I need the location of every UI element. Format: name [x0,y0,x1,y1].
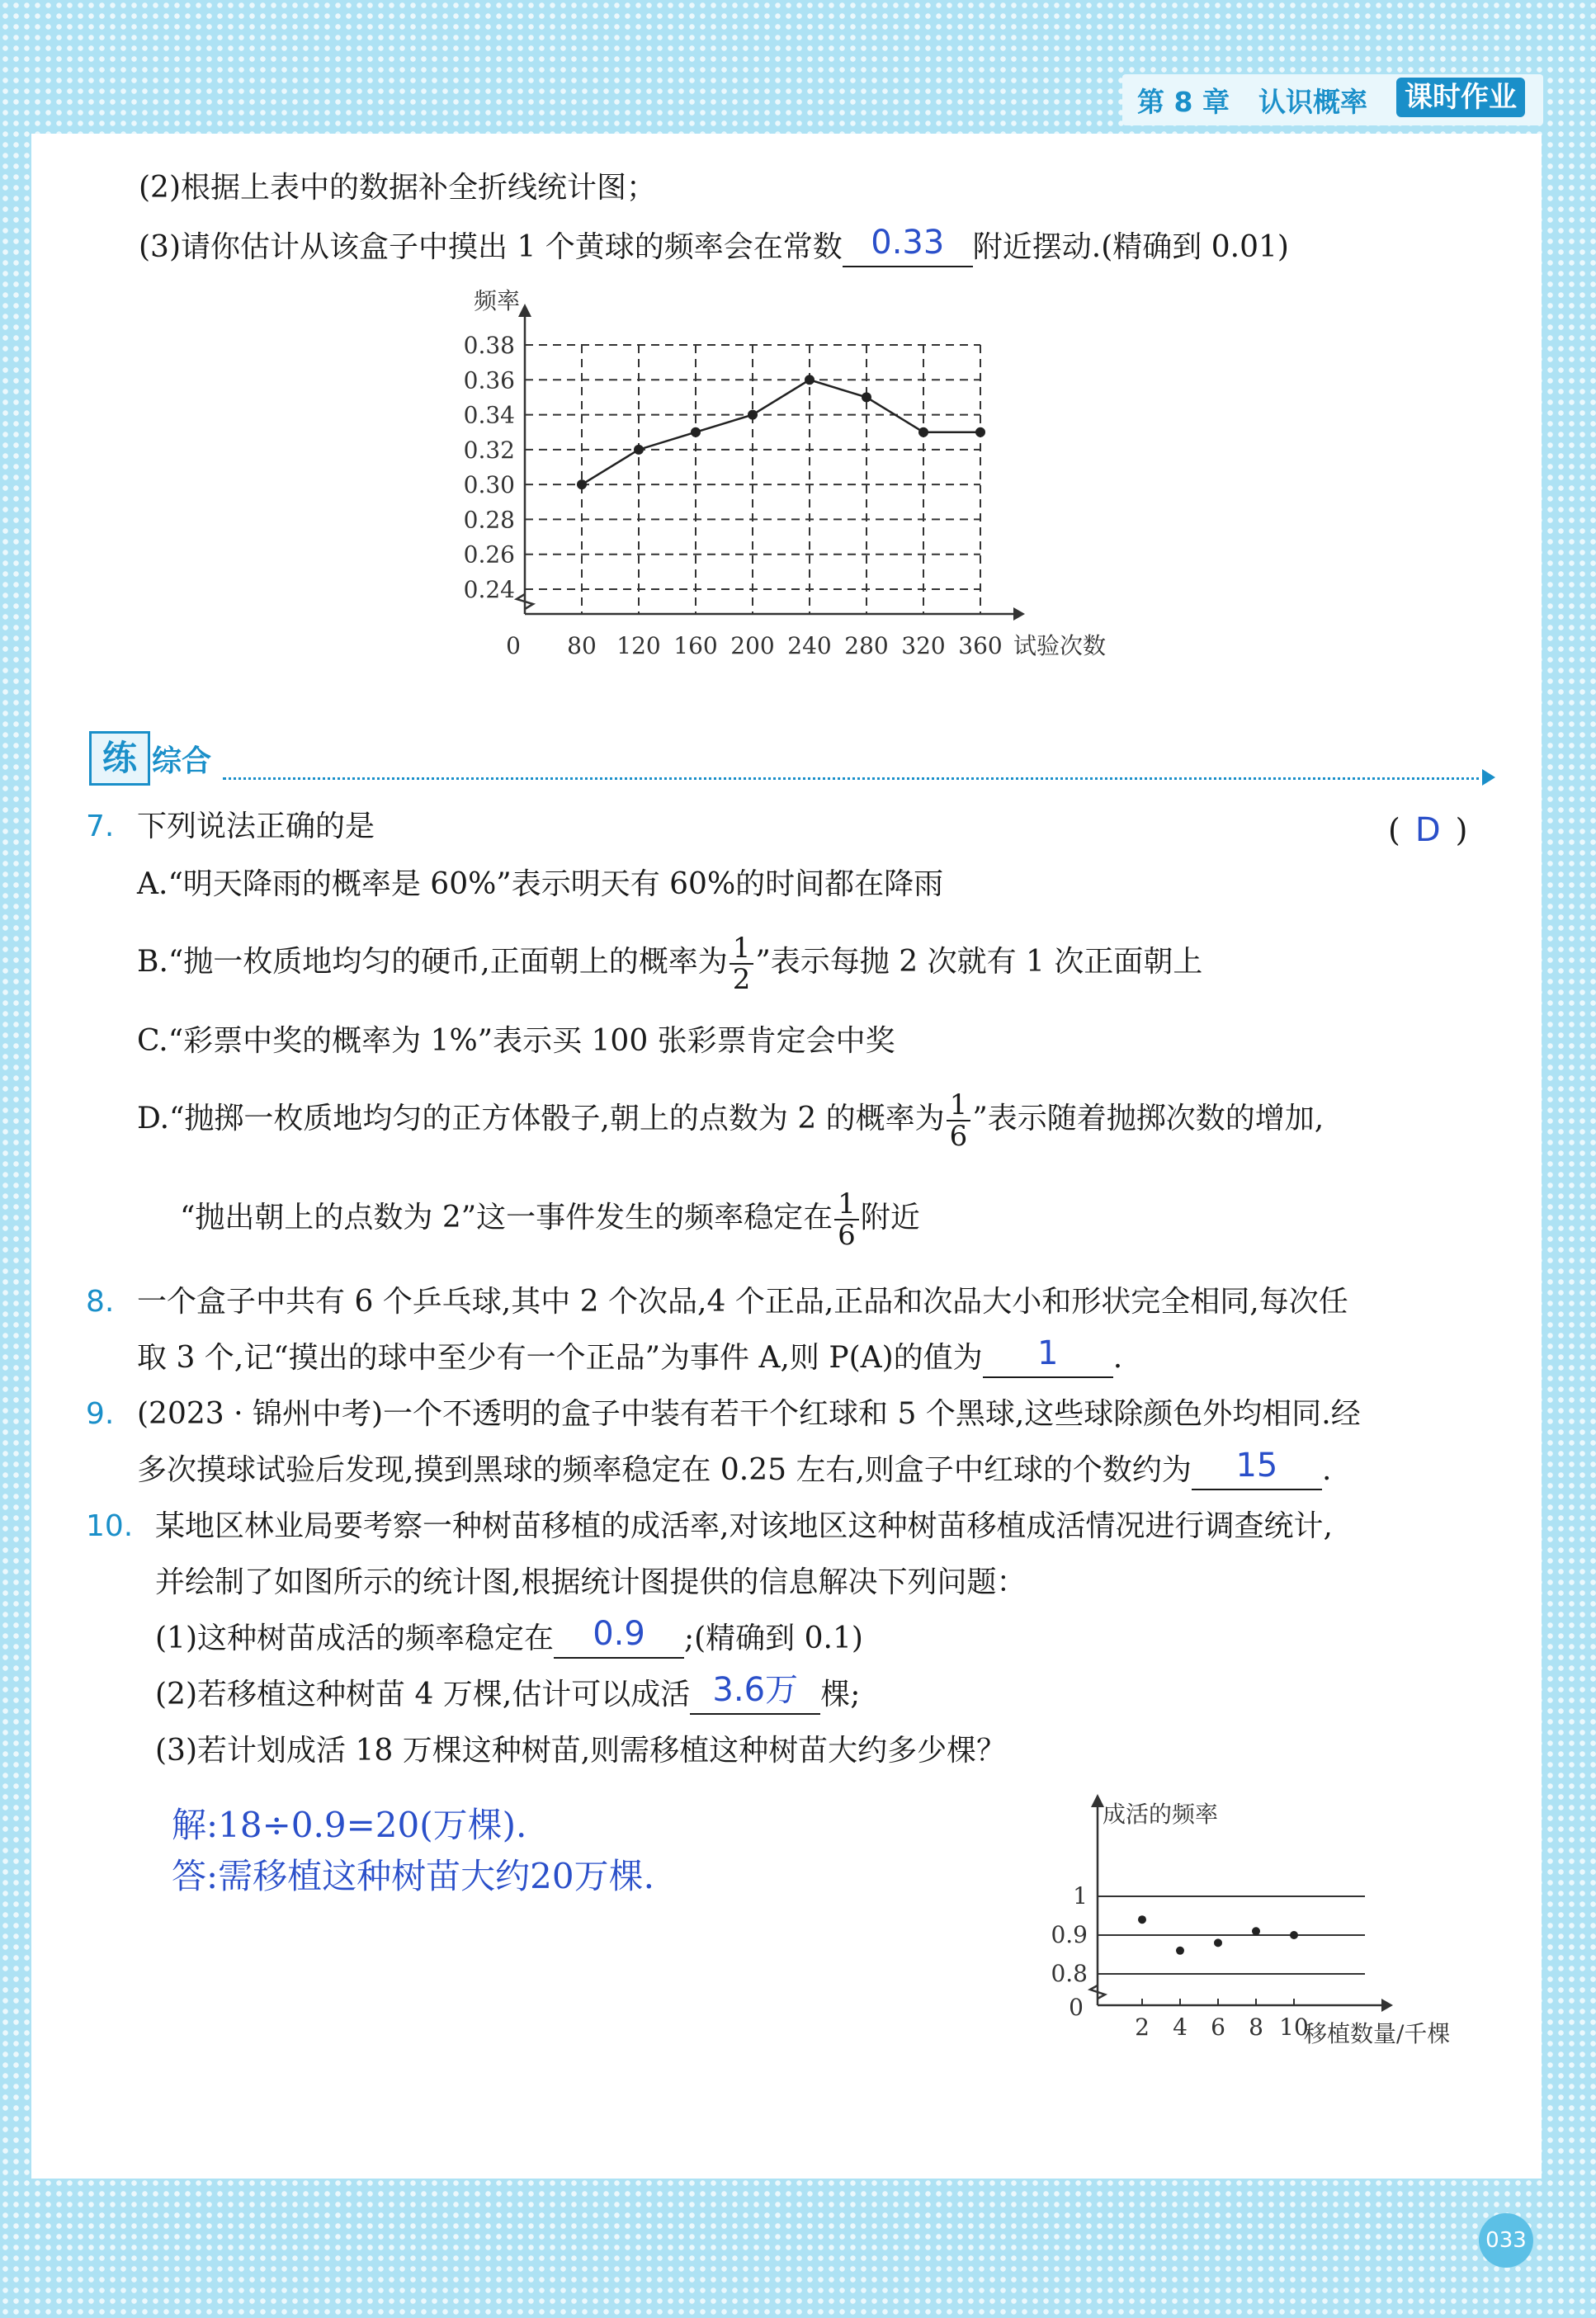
x-axis-title: 移植数量/千棵 [1304,2020,1451,2047]
q10-1-text: (1)这种树苗成活的频率稳定在 [155,1622,554,1655]
option-d2-text: “抛出朝上的点数为 2”这一事件发生的频率稳定在 [180,1201,833,1235]
data-point [805,375,815,385]
question-7-option-c: C.“彩票中奖的概率为 1%”表示买 100 张彩票肯定会中奖 [137,1024,895,1058]
q10-2-text-after: 棵; [820,1678,861,1711]
question-7-option-b [137,929,1202,995]
q10-1-blank[interactable] [554,1615,684,1659]
x-tick-label: 280 [844,632,889,659]
paren-open: ( [1388,812,1400,848]
origin-label: 0 [506,632,521,659]
section-tag: 练 [89,731,150,786]
question-7-number: 7. [86,810,115,843]
question-8-number: 8. [86,1285,115,1319]
chart-axes [517,304,1025,621]
option-d2-text-after: 附近 [860,1201,920,1235]
question-7-answer: D [1414,811,1441,849]
y-tick-label: 0.36 [463,366,515,394]
x-tick-label: 10 [1279,2013,1309,2041]
fraction-numerator: 1 [730,933,754,965]
x-tick-label: 8 [1249,2013,1263,2041]
data-point [975,427,985,437]
q6-3-answer: 0.33 [871,224,945,262]
y-tick-label: 0.38 [463,332,515,359]
arrow-right-icon [1482,769,1495,786]
fraction-numerator: 1 [947,1090,971,1121]
y-tick-label: 0.8 [1051,1960,1088,1987]
fraction-denominator: 6 [838,1219,856,1252]
x-tick-label: 120 [616,632,661,659]
q10-1-answer: 0.9 [593,1615,645,1653]
option-d-text: D.“抛掷一枚质地均匀的正方体骰子,朝上的点数为 2 的概率为 [137,1102,945,1135]
question-10-part-1 [155,1615,863,1659]
question-7-option-a: A.“明天降雨的概率是 60%”表示明天有 60%的时间都在降雨 [137,867,944,901]
q9-blank[interactable] [1192,1447,1322,1490]
footer-band [0,2191,1596,2318]
chapter-label: 第 8 章 [1137,86,1230,118]
data-point [691,427,701,437]
data-point [577,479,587,489]
question-9-number: 9. [86,1397,115,1431]
question-10-number: 10. [86,1509,134,1543]
q8-text-after: . [1112,1341,1123,1375]
fraction-denominator: 2 [732,963,751,996]
question-8-line-1: 一个盒子中共有 6 个乒乓球,其中 2 个次品,4 个正品,正品和次品大小和形状完全相同,每次任 [137,1285,1348,1319]
q8-text: 取 3 个,记“摸出的球中至少有一个正品”为事件 A,则 P(A)的值为 [137,1341,983,1375]
y-tick-label: 1 [1073,1882,1088,1910]
brand-logo: 课时作业 [1396,78,1525,117]
question-7-option-d [137,1086,1324,1152]
q6-3-text: (3)请你估计从该盒子中摸出 1 个黄球的频率会在常数 [139,230,843,264]
fraction-denominator: 6 [949,1120,968,1153]
data-point [634,445,644,455]
handwritten-solution-line-2: 答:需移植这种树苗大约20万棵. [172,1856,654,1896]
x-tick-label: 4 [1173,2013,1188,2041]
fraction-one-sixth [947,1090,971,1151]
y-tick-label: 0.32 [463,436,515,464]
x-axis-title: 试验次数 [1013,632,1107,659]
question-9-line-2 [137,1447,1332,1490]
q9-text-after: . [1321,1453,1332,1487]
question-6-part-2: (2)根据上表中的数据补全折线统计图； [139,171,656,205]
x-axis-arrow [1381,1999,1393,2012]
data-point [862,392,871,402]
data-point [1290,1931,1298,1939]
data-point [1252,1927,1260,1935]
x-tick-label: 80 [567,632,597,659]
question-7-answer-box[interactable] [1388,810,1467,850]
question-6-part-3 [139,224,1289,267]
data-point [1138,1915,1146,1924]
question-10-line-1: 某地区林业局要考察一种树苗移植的成活率,对该地区这种树苗移植成活情况进行调查统计, [155,1509,1333,1543]
handwritten-solution-line-1: 解:18÷0.9=20(万棵). [172,1805,527,1845]
q10-1-text-after: ;(精确到 0.1) [684,1622,863,1655]
x-tick-label: 6 [1211,2013,1225,2041]
data-point [918,427,928,437]
chapter-title: 认识概率 [1258,86,1367,118]
question-7-option-d-cont [180,1185,920,1251]
x-tick-label: 320 [901,632,946,659]
x-axis-arrow [1013,607,1025,621]
frequency-line-chart [446,287,1139,675]
y-tick-label: 0.26 [463,541,515,569]
section-title: 综合 [152,744,212,778]
fraction-numerator: 1 [834,1189,859,1220]
question-10-part-2 [155,1671,861,1715]
question-7-stem: 下列说法正确的是 [137,810,375,843]
question-8-line-2 [137,1334,1123,1378]
q8-answer: 1 [1036,1334,1059,1372]
x-tick-label: 160 [673,632,718,659]
q9-answer: 15 [1235,1447,1278,1485]
option-b-text-after: ”表示每抛 2 次就有 1 次正面朝上 [755,945,1203,979]
x-tick-label: 240 [787,632,832,659]
x-tick-label: 2 [1135,2013,1150,2041]
paren-close: ) [1455,812,1468,848]
section-divider [223,777,1485,780]
fraction-one-sixth [834,1189,859,1250]
y-tick-label: 0.28 [463,506,515,534]
y-tick-label: 0.24 [463,576,515,603]
y-axis-title: 成活的频率 [1103,1801,1219,1828]
y-axis-arrow [518,304,531,317]
q6-3-blank[interactable] [843,224,973,267]
data-point [1214,1938,1222,1947]
question-10-part-3: (3)若计划成活 18 万棵这种树苗,则需移植这种树苗大约多少棵？ [155,1734,1007,1768]
origin-label: 0 [1069,1994,1084,2021]
x-tick-label: 200 [730,632,775,659]
y-axis-title: 频率 [473,287,520,314]
data-point [1176,1947,1184,1955]
option-b-text: B.“抛一枚质地均匀的硬币,正面朝上的概率为 [137,945,728,979]
survival-frequency-chart [1032,1791,1510,2063]
y-tick-label: 0.34 [463,401,515,429]
q10-2-text: (2)若移植这种树苗 4 万棵,估计可以成活 [155,1678,691,1711]
option-d-text-after: ”表示随着抛掷次数的增加, [972,1102,1324,1135]
page-number: 033 [1479,2213,1533,2268]
fraction-one-half [730,933,754,994]
q10-2-answer: 3.6万 [712,1671,799,1709]
y-tick-label: 0.30 [463,471,515,499]
question-9-line-1: (2023 · 锦州中考)一个不透明的盒子中装有若干个红球和 5 个黑球,这些球除颜色外均相同.经 [137,1397,1361,1431]
question-10-line-2: 并绘制了如图所示的统计图,根据统计图提供的信息解决下列问题： [155,1565,1027,1599]
chart-grid [525,345,980,614]
q8-blank[interactable] [983,1334,1113,1378]
chart-tick-labels [464,287,1106,659]
x-tick-label: 360 [958,632,1003,659]
data-point [748,410,758,420]
q9-text: 多次摸球试验后发现,摸到黑球的频率稳定在 0.25 左右,则盒子中红球的个数约为 [137,1453,1192,1487]
y-tick-label: 0.9 [1051,1921,1088,1948]
chart-tick-labels [1051,1801,1450,2047]
q10-2-blank[interactable] [690,1671,820,1715]
q6-3-text-after: 附近摆动.(精确到 0.01) [972,230,1289,264]
